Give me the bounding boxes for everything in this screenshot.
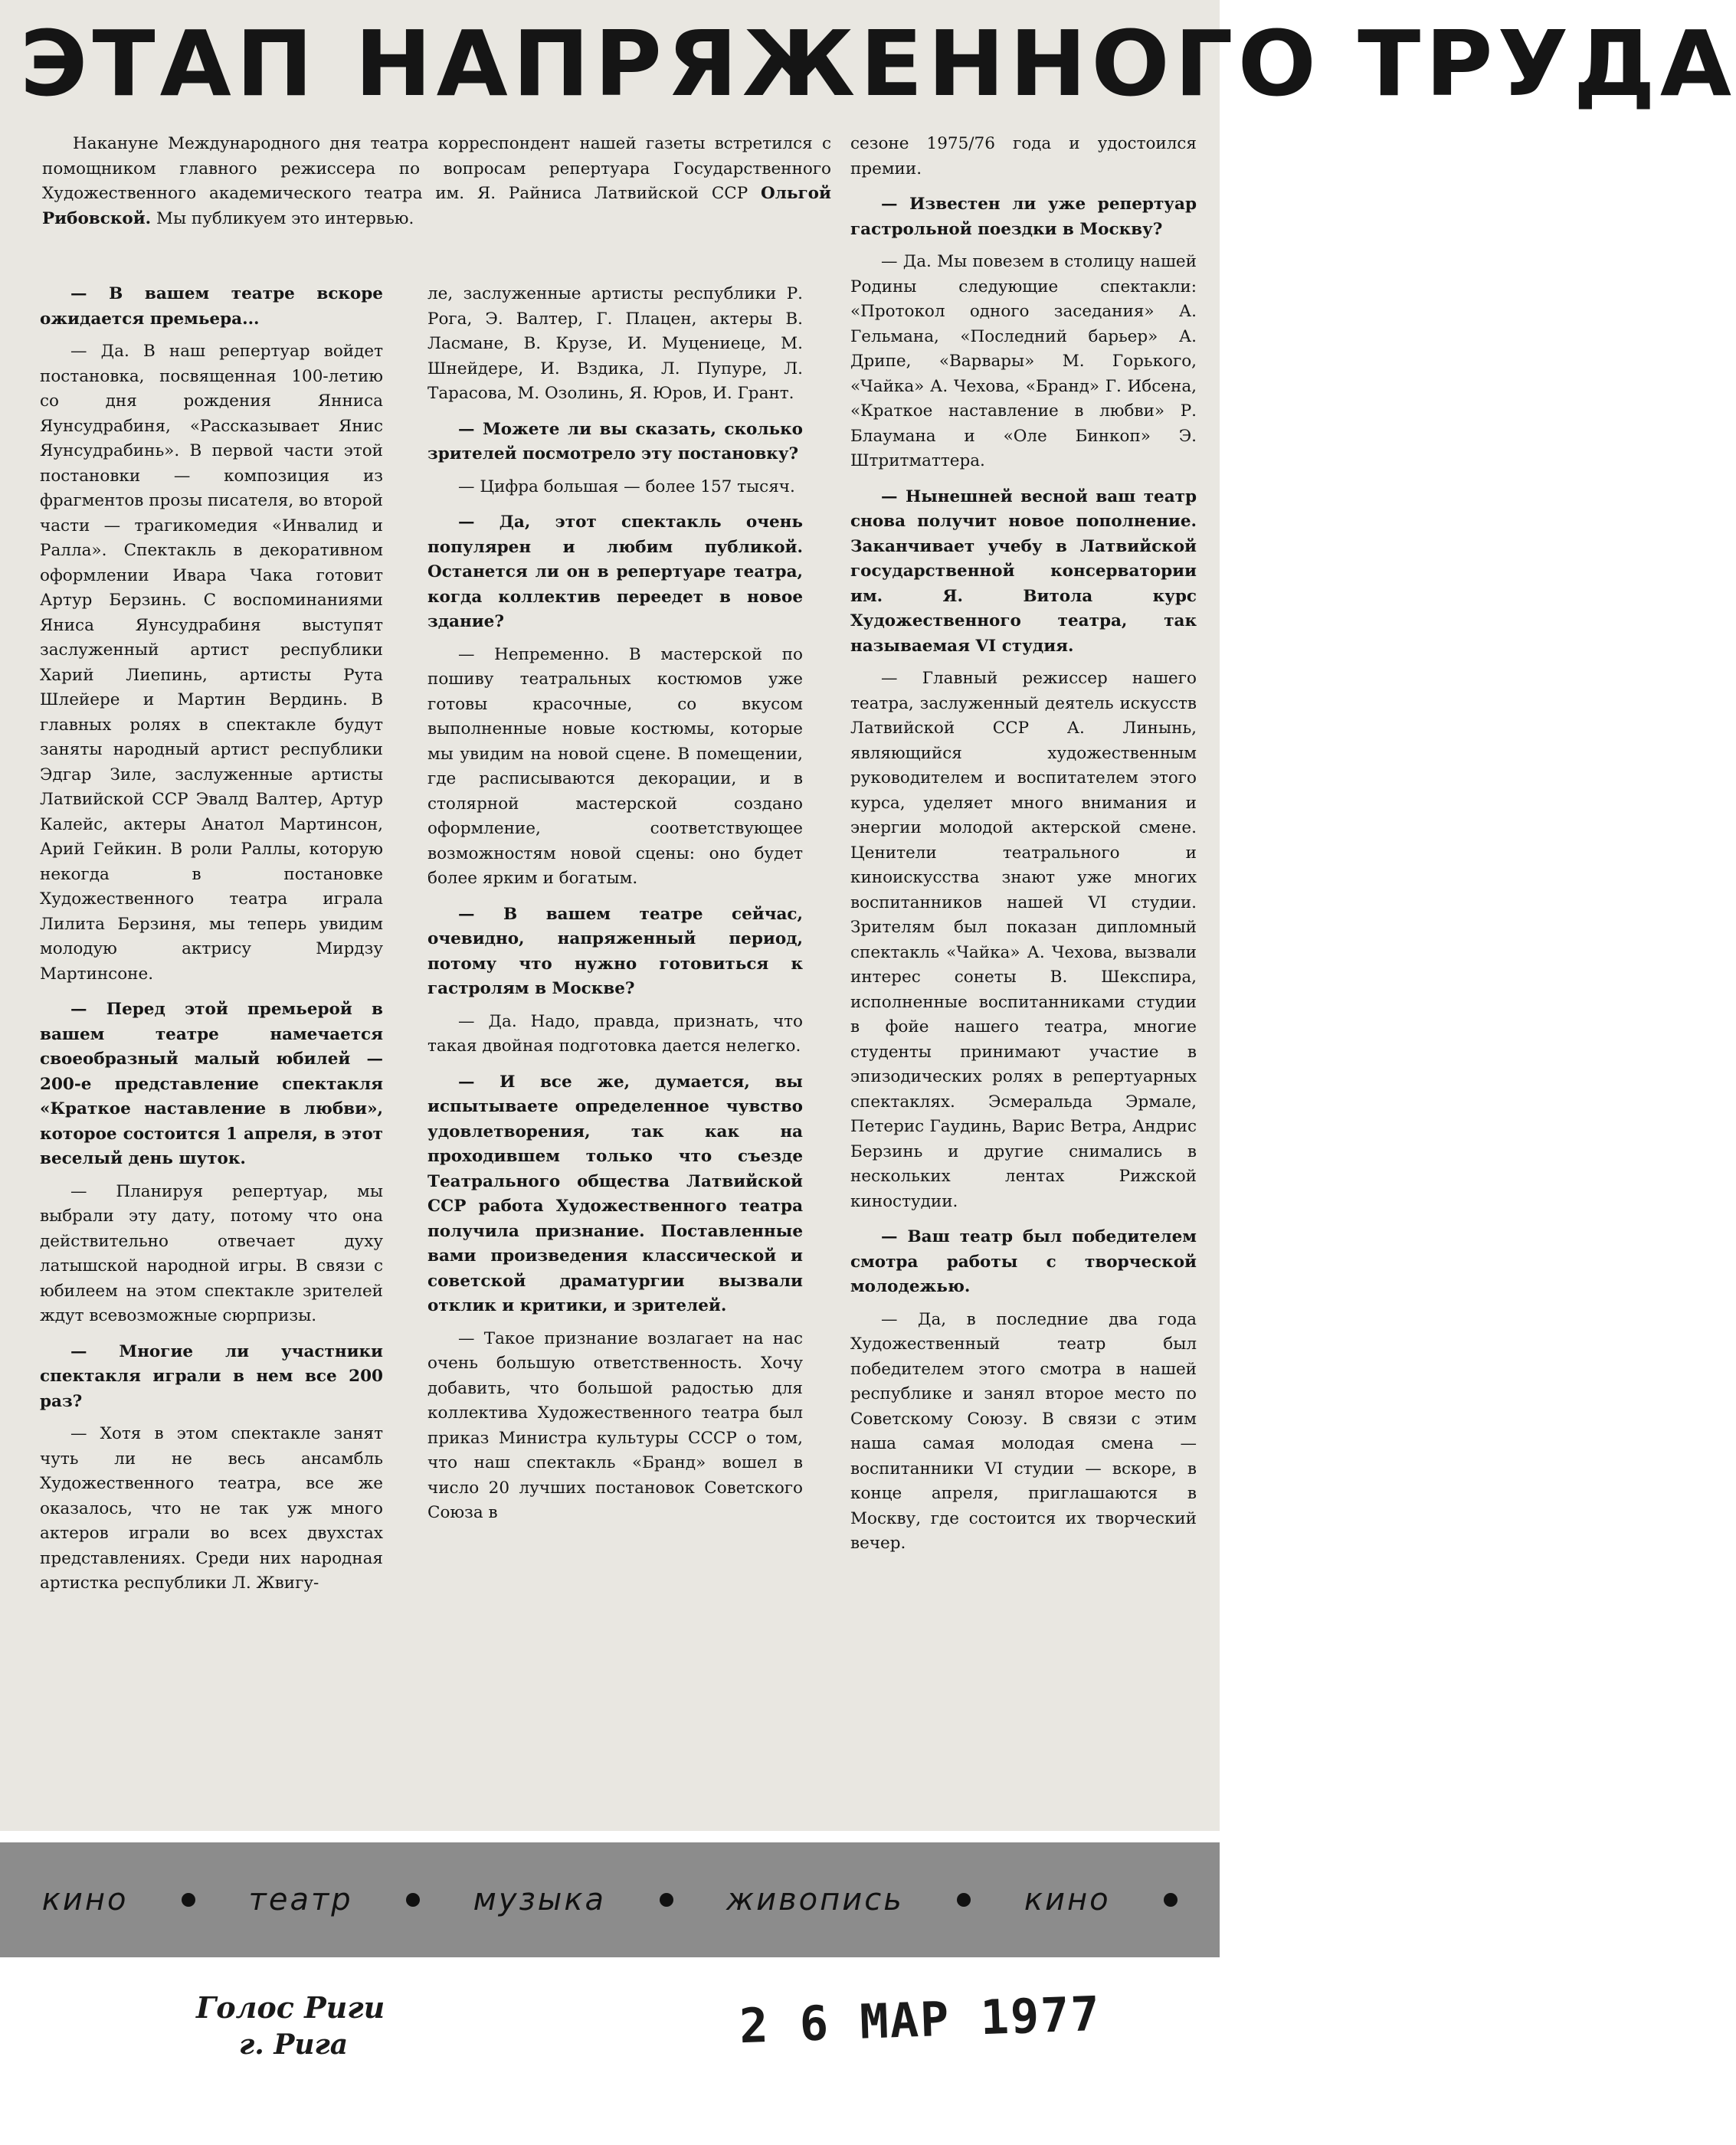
source-city: г. Рига [239, 2029, 349, 2061]
bullet-dot-icon [957, 1893, 971, 1907]
question: — В вашем театре сейчас, очевидно, напряженный период, потому что нужно готовиться к гастролям в Москве? [427, 904, 803, 998]
intro-name: Ольгой Рибовской. [42, 184, 831, 228]
date-stamp: 2 6 МАР 1977 [738, 1985, 1102, 2055]
bullet-dot-icon [406, 1893, 420, 1907]
question: — Нынешней весной ваш театр снова получит новое пополнение. Заканчивает учебу в Латвийской государственной консерватории им. Я. Витола курс Художественного театра, так называемая VI студия. [850, 486, 1197, 656]
answer: — Цифра большая — более 157 тысяч. [458, 476, 795, 496]
rubric-theatre: театр [248, 1882, 353, 1917]
answer: — Да. Надо, правда, признать, что такая двойная подготовка дается нелегко. [427, 1011, 803, 1056]
question: — Известен ли уже репертуар гастрольной поездки в Москву? [850, 195, 1197, 239]
rubric-cinema: кино [41, 1882, 129, 1917]
question: — Многие ли участники спектакля играли в нем все 200 раз? [40, 1341, 383, 1411]
bullet-dot-icon [1164, 1893, 1178, 1907]
question: — Ваш театр был победителем смотра работы с творческой молодежью. [850, 1227, 1197, 1296]
answer-continued: ле, заслуженные артисты республики Р. Рога, Э. Валтер, Г. Плацен, актеры В. Ласмане, В. Крузе, И. Муцениеце, М. Шнейдере, И. Вздика, Л. Пупуре, Л. Тарасова, М. Озолинь, Я. Юров, И. Грант. [427, 284, 803, 403]
article-column-3 [850, 132, 1197, 1557]
bullet-dot-icon [182, 1893, 195, 1907]
headline: ЭТАП НАПРЯЖЕННОГО ТРУДА [20, 11, 1736, 116]
answer: — Да. Мы повезем в столицу нашей Родины следующие спектакли: «Протокол одного заседания» А. Гельмана, «Последний барьер» А. Дрипе, «Варвары» М. Горького, «Чайка» А. Чехова, «Бранд» Г. Ибсена, «Краткое наставление в любви» Р. Блаумана и «Оле Бинкоп» Э. Штритматтера. [850, 252, 1197, 470]
answer-continued: сезоне 1975/76 года и удостоился премии. [850, 134, 1197, 178]
question: — Перед этой премьерой в вашем театре намечается своеобразный малый юбилей — 200-е представление спектакля «Краткое наставление в любви», которое состоится 1 апреля, в этот веселый день шуток. [40, 1000, 383, 1168]
article-column-1 [40, 282, 383, 1596]
answer: — Да, в последние два года Художественный театр был победителем этого смотра в нашей республике и занял второе место по Советскому Союзу. В связи с этим наша самая молодая смена — воспитанники VI студии — вскоре, в конце апреля, приглашаются в Москву, где состоится их творческий вечер. [850, 1309, 1197, 1553]
question: — В вашем театре вскоре ожидается премьера... [40, 284, 383, 329]
question: — Да, этот спектакль очень популярен и любим публикой. Останется ли он в репертуаре театра, когда коллектив переедет в новое здание? [427, 513, 803, 631]
answer: — Планируя репертуар, мы выбрали эту дату, потому что она действительно отвечает духу латышской народной игры. В связи с юбилеем на этом спектакле зрителей ждут всевозможные сюрпризы. [40, 1181, 383, 1325]
intro-paragraph [42, 132, 831, 231]
article-column-2 [427, 282, 803, 1526]
rubric-painting: живопись [726, 1882, 904, 1917]
bullet-dot-icon [660, 1893, 673, 1907]
question: — И все же, думается, вы испытываете определенное чувство удовлетворения, так как на проходившем только что съезде Театрального общества Латвийской ССР работа Художественного театра получила признание. Поставленные вами произведения классической и советской драматургии вызвали отклик и критики, и зрителей. [427, 1072, 803, 1315]
rubric-cinema-2: кино [1024, 1882, 1111, 1917]
question: — Можете ли вы сказать, сколько зрителей посмотрело эту постановку? [427, 419, 803, 463]
source-newspaper: Голос Риги [196, 1990, 385, 2025]
answer: — Непременно. В мастерской по пошиву театральных костюмов уже готовы красочные, со вкусом выполненные новые костюмы, которые мы увидим на новой сцене. В помещении, где расписываются декорации, и в столярной мастерской создано оформление, соответствующее возможностям новой сцены: оно будет более ярким и богатым. [427, 644, 803, 888]
answer: — Такое признание возлагает на нас очень большую ответственность. Хочу добавить, что большой радостью для коллектива Художественного театра был приказ Министра культуры СССР о том, что наш спектакль «Бранд» вошел в число 20 лучших постановок Советского Союза в [427, 1328, 803, 1522]
answer: — Хотя в этом спектакле занят чуть ли не весь ансамбль Художественного театра, все же оказалось, что не так уж много актеров играли во всех двухстах представлениях. Среди них народная артистка республики Л. Жвигу- [40, 1424, 383, 1593]
intro-text: Накануне Международного дня театра корреспондент нашей газеты встретился с помощником главного режиссера по вопросам репертуара Государственного Художественного академического театра им. Я. Райниса Латвийской ССР [42, 134, 831, 203]
rubric-bar [0, 1842, 1220, 1957]
rubric-music: музыка [473, 1882, 607, 1917]
intro-end: Мы публикуем это интервью. [156, 208, 414, 228]
answer: — Да. В наш репертуар войдет постановка, посвященная 100-летию со дня рождения Янниса Яунсудрабиня, «Рассказывает Янис Яунсудрабинь». В первой части этой постановки — композиция из фрагментов прозы писателя, во второй части — трагикомедия «Инвалид и Ралла». Спектакль в декоративном оформлении Ивара Чака готовит Артур Берзинь. С воспоминаниями Яниса Яунсудрабиня выступят заслуженный артист республики Харий Лиепинь, артисты Рута Шлейере и Мартин Вердинь. В главных ролях в спектакле будут заняты народный артист республики Эдгар Зиле, заслуженные артисты Латвийской ССР Эвалд Валтер, Артур Калейс, актеры Анатол Мартинсон, Арий Гейкин. В роли Раллы, которую некогда в постановке Художественного театра играла Лилита Берзиня, мы теперь увидим молодую актрису Мирдзу Мартинсоне. [40, 342, 383, 984]
answer: — Главный режиссер нашего театра, заслуженный деятель искусств Латвийской ССР А. Линынь, являющийся художественным руководителем и воспитателем этого курса, уделяет много внимания и энергии молодой актерской смене. Ценители театрального и киноискусства знают уже многих воспитанников нашей VI студии. Зрителям был показан дипломный спектакль «Чайка» А. Чехова, вызвали интерес сонеты В. Шекспира, исполненные воспитанниками студии в фойе нашего театра, многие студенты принимают участие в эпизодических ролях в репертуарных спектаклях. Эсмеральда Эрмале, Петерис Гаудинь, Варис Ветра, Андрис Берзинь и другие снимались в нескольких лентах Рижской киностудии. [850, 669, 1197, 1211]
